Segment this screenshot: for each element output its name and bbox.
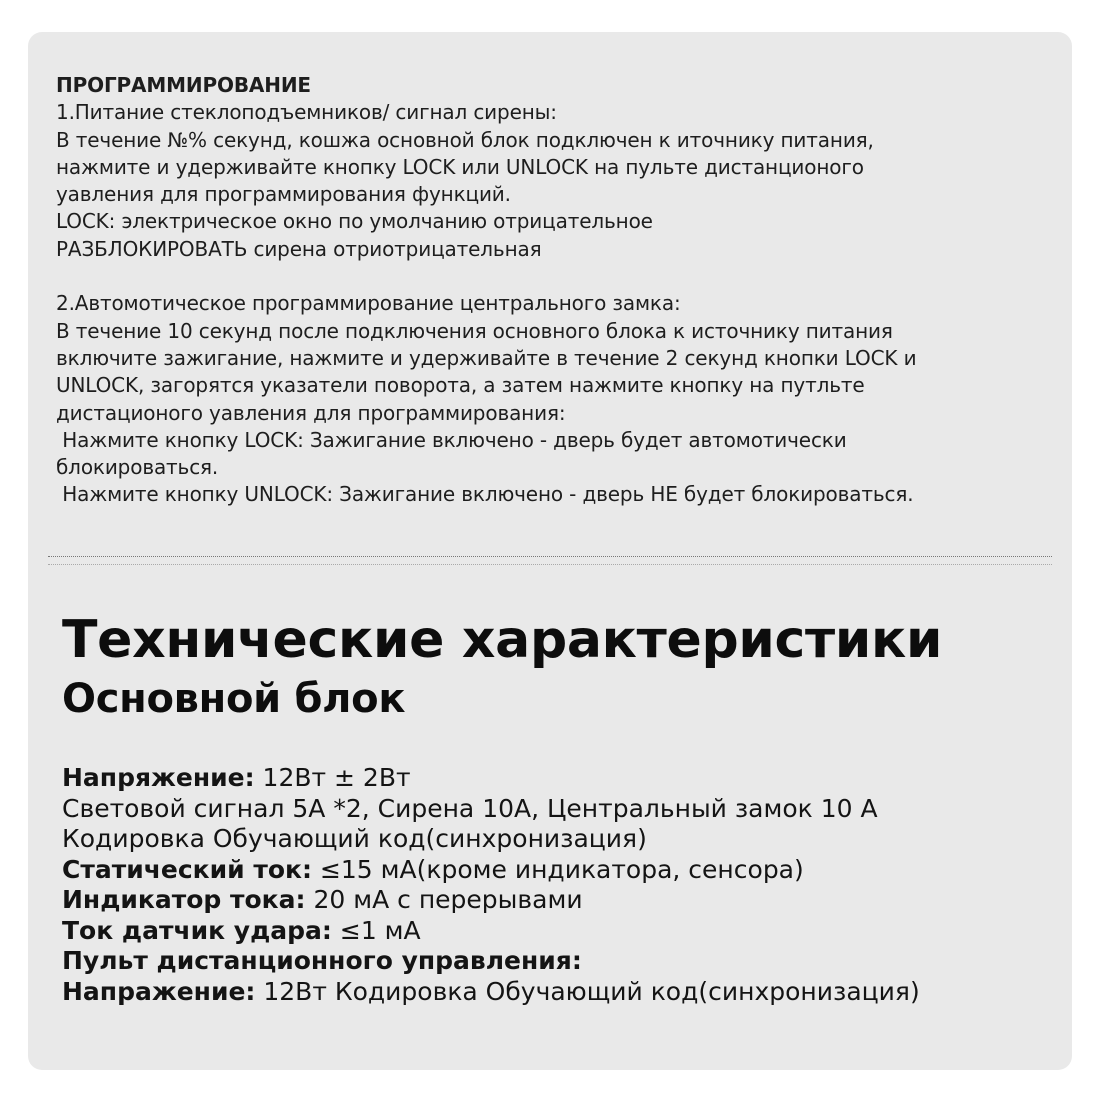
programming-blank-line: [56, 263, 1056, 290]
programming-line: нажмите и удерживайте кнопку LOCK или UNLOCK на пульте дистанционого: [56, 154, 864, 179]
programming-line: блокироваться.: [56, 455, 219, 480]
spec-row: [62, 824, 1062, 855]
programming-line: UNLOCK, загорятся указатели поворота, а затем нажмите кнопку на путльте: [56, 373, 865, 398]
programming-line: Нажмите кнопку UNLOCK: Зажигание включено - дверь НЕ будет блокироваться.: [56, 482, 914, 507]
spec-label: Напражение:: [62, 976, 256, 1006]
spec-label: Ток датчик удара:: [62, 915, 332, 945]
specs-title: Технические характеристики: [62, 610, 943, 670]
spec-value: 12Вт ± 2Вт: [254, 763, 411, 792]
spec-label: Напряжение:: [62, 763, 255, 792]
programming-line: В течение 10 секунд после подключения основного блока к источнику питания: [56, 318, 893, 343]
spec-value: Световой сигнал 5А *2, Сирена 10А, Центральный замок 10 А: [62, 793, 878, 823]
spec-row: [62, 916, 1062, 947]
spec-row: [62, 885, 1062, 916]
spec-row: [62, 946, 1062, 977]
spec-row: [62, 977, 1062, 1008]
programming-section: [56, 72, 1056, 509]
section-divider-secondary: [48, 564, 1052, 565]
programming-line: включите зажигание, нажмите и удерживайте в течение 2 секунд кнопки LOCK и: [56, 345, 917, 370]
specs-subtitle: Основной блок: [62, 676, 406, 722]
spec-value: Кодировка Обучающий код(синхронизация): [62, 824, 647, 853]
spec-row: [62, 763, 1062, 794]
spec-label: Индикатор тока:: [62, 885, 306, 914]
spec-value: 20 мА с перерывами: [305, 885, 583, 914]
programming-line: 1.Питание стеклоподъемников/ сигнал сирены:: [56, 100, 557, 125]
content-card: [28, 32, 1072, 1070]
programming-line: РАЗБЛОКИРОВАТЬ сирена отриотрицательная: [56, 236, 542, 261]
spec-row: [62, 855, 1062, 886]
spec-row: [62, 794, 1062, 825]
spec-label: Пульт дистанционного управления:: [62, 946, 582, 975]
spec-value: 12Вт Кодировка Обучающий код(синхронизация): [255, 976, 920, 1006]
spec-value: ≤15 мА(кроме индикатора, сенсора): [312, 854, 804, 884]
programming-heading: ПРОГРАММИРОВАНИЕ: [56, 73, 311, 97]
programming-line: дистационого уавления для программирования:: [56, 400, 566, 425]
spec-label: Статический ток:: [62, 854, 312, 884]
programming-line: уавления для программирования функций.: [56, 182, 511, 207]
spec-value: ≤1 мА: [331, 915, 421, 945]
programming-line: Нажмите кнопку LOCK: Зажигание включено - дверь будет автомотически: [56, 427, 847, 452]
programming-line: LOCK: электрическое окно по умолчанию отрицательное: [56, 209, 653, 234]
programming-line: В течение №% секунд, кошжа основной блок подключен к иточнику питания,: [56, 127, 874, 152]
specs-list: [62, 763, 1062, 1007]
section-divider: [48, 556, 1052, 557]
programming-line: 2.Автомотическое программирование центрального замка:: [56, 291, 681, 316]
